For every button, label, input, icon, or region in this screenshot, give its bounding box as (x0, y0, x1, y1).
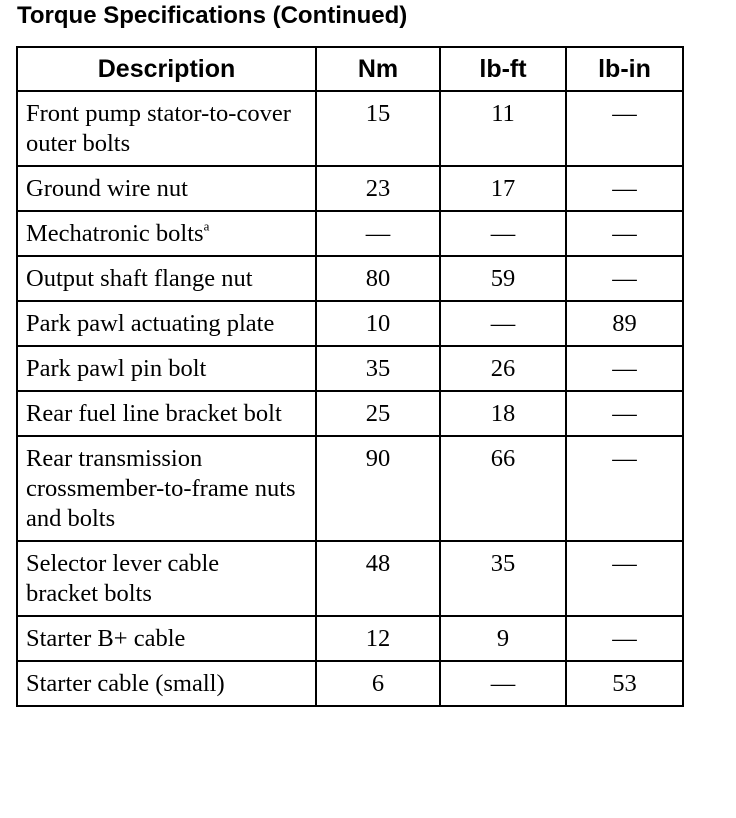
row-description: Starter B+ cable (17, 616, 316, 661)
row-description: Rear transmission crossmember-to-frame nuts and bolts (17, 436, 316, 541)
row-lb-ft: 59 (440, 256, 566, 301)
row-nm: — (316, 211, 440, 256)
header-lb-ft: lb-ft (440, 47, 566, 91)
row-lb-ft: — (440, 301, 566, 346)
row-lb-ft: 26 (440, 346, 566, 391)
row-lb-ft: — (440, 211, 566, 256)
row-nm: 35 (316, 346, 440, 391)
row-lb-in: — (566, 166, 683, 211)
row-description: Output shaft flange nut (17, 256, 316, 301)
table-row (17, 211, 683, 256)
row-nm: 10 (316, 301, 440, 346)
row-nm: 12 (316, 616, 440, 661)
table-row (17, 391, 683, 436)
row-lb-ft: 9 (440, 616, 566, 661)
row-lb-in: 53 (566, 661, 683, 706)
table-row (17, 616, 683, 661)
row-description: Park pawl actuating plate (17, 301, 316, 346)
footnote-marker: a (203, 218, 210, 234)
row-description: Ground wire nut (17, 166, 316, 211)
row-lb-in: 89 (566, 301, 683, 346)
row-description: Selector lever cable bracket bolts (17, 541, 316, 616)
row-lb-in: — (566, 436, 683, 541)
table-row (17, 301, 683, 346)
table-row (17, 256, 683, 301)
row-lb-ft: — (440, 661, 566, 706)
header-nm: Nm (316, 47, 440, 91)
table-row (17, 661, 683, 706)
table-row (17, 436, 683, 541)
table-row (17, 91, 683, 166)
table-row (17, 346, 683, 391)
row-lb-ft: 35 (440, 541, 566, 616)
row-lb-ft: 18 (440, 391, 566, 436)
row-lb-ft: 11 (440, 91, 566, 166)
row-lb-in: — (566, 91, 683, 166)
table-row (17, 541, 683, 616)
row-lb-ft: 66 (440, 436, 566, 541)
row-nm: 6 (316, 661, 440, 706)
torque-spec-table (16, 46, 684, 707)
row-lb-ft: 17 (440, 166, 566, 211)
row-nm: 23 (316, 166, 440, 211)
row-nm: 90 (316, 436, 440, 541)
row-lb-in: — (566, 391, 683, 436)
row-description: Front pump stator-to-cover outer bolts (17, 91, 316, 166)
row-lb-in: — (566, 256, 683, 301)
row-nm: 15 (316, 91, 440, 166)
header-description: Description (17, 47, 316, 91)
table-row (17, 166, 683, 211)
row-lb-in: — (566, 541, 683, 616)
row-nm: 48 (316, 541, 440, 616)
row-description: Mechatronic bolts (26, 220, 204, 247)
row-lb-in: — (566, 616, 683, 661)
header-lb-in: lb-in (566, 47, 683, 91)
row-description: Park pawl pin bolt (17, 346, 316, 391)
row-nm: 25 (316, 391, 440, 436)
row-nm: 80 (316, 256, 440, 301)
row-lb-in: — (566, 211, 683, 256)
row-description: Rear fuel line bracket bolt (17, 391, 316, 436)
row-lb-in: — (566, 346, 683, 391)
table-header-row (17, 47, 683, 91)
page-title: Torque Specifications (Continued) (17, 2, 408, 29)
row-description: Starter cable (small) (17, 661, 316, 706)
row-description-cell (17, 211, 316, 256)
